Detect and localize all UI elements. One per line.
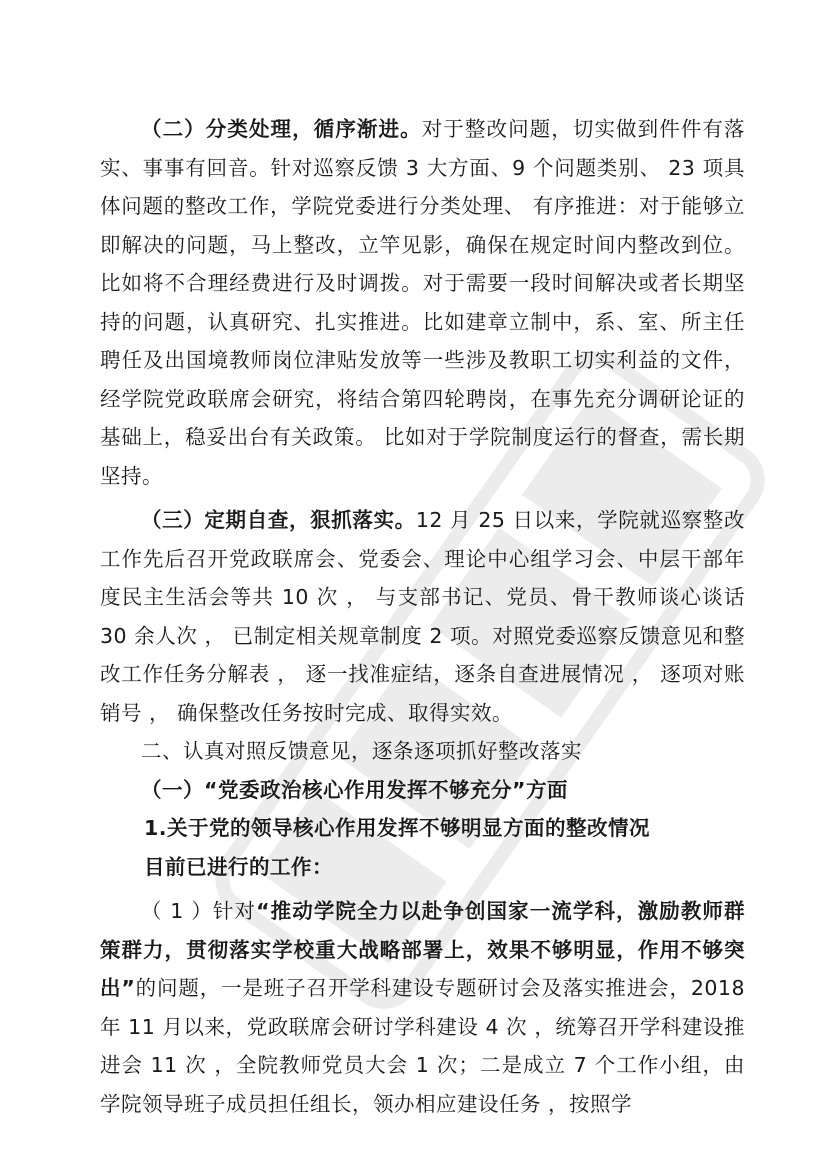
document-body <box>100 110 745 1123</box>
part-2-subheading: （一）“党委政治核心作用发挥不够充分”方面 <box>141 777 568 802</box>
section-2-body: 对于整改问题，切实做到件件有落实、事事有回音。针对巡察反馈 3 大方面、9 个问题类别、 23 项具体问题的整改工作，学院党委进行分类处理、 有序推进：对于能够立即解决的问题，马上整改，立竿见影，确保在规定时间内整改到位。比如将不合理经费进行及时调拨。对于需要一段时间解决或者长期坚持的问题，认真研究、扎实推进。比如建章立制中，系、室、所主任聘任及出国境教师岗位津贴发放等一些涉及教职工切实利益的文件，经学院党政联席会研究，将结合第四轮聘岗，在事先充分调研论证的基础上，稳妥出台有关政策。 比如对于学院制度运行的督查，需长期坚持。 <box>100 117 745 488</box>
section-3-body: 12 月 25 日以来，学院就巡察整改工作先后召开党政联席会、党委会、理论中心组学习会、中层干部年度民主生活会等共 10 次 ， 与支部书记、党员、骨干教师谈心谈话 30 余人次 ， 已制定相关规章制度 2 项。对照党委巡察反馈意见和整改工作任务分解表 ， 逐一找准症结，逐条自查进展情况 ， 逐项对账销号 ， 确保整改任务按时完成、取得实效。 <box>100 508 745 725</box>
point-1-bold: “推动学院全力以赴争创国家一流学科，激励教师群策群力，贯彻落实学校重大战略部署上，效果不够明显，作用不够突出” <box>100 899 745 1000</box>
paragraph-section-3 <box>100 501 745 732</box>
point-1-rest: 的问题，一是班子召开学科建设专题研讨会及落实推进会，2018 年 11 月以来，党政联席会研讨学科建设 4 次 ，统筹召开学科建设推进会 11 次 ，全院教师党员大会 1 次；二是成立 7 个工作小组，由学院领导班子成员担任组长，领办相应建设任务 ，按照学 <box>100 976 745 1116</box>
paragraph-section-2 <box>100 110 745 495</box>
part-2-heading: 二、认真对照反馈意见，逐条逐项抓好整改落实 <box>141 739 582 763</box>
section-2-lead: （二）分类处理，循序渐进。 <box>141 117 422 141</box>
section-3-lead: （三）定期自查，狠抓落实。 <box>141 508 416 532</box>
item-1-subtitle: 目前已进行的工作： <box>144 854 333 879</box>
paragraph-point-1 <box>100 892 745 1123</box>
item-1-title: 1.关于党的领导核心作用发挥不够明显方面的整改情况 <box>144 816 651 840</box>
point-1-prefix: （ 1 ）针对 <box>141 899 257 923</box>
